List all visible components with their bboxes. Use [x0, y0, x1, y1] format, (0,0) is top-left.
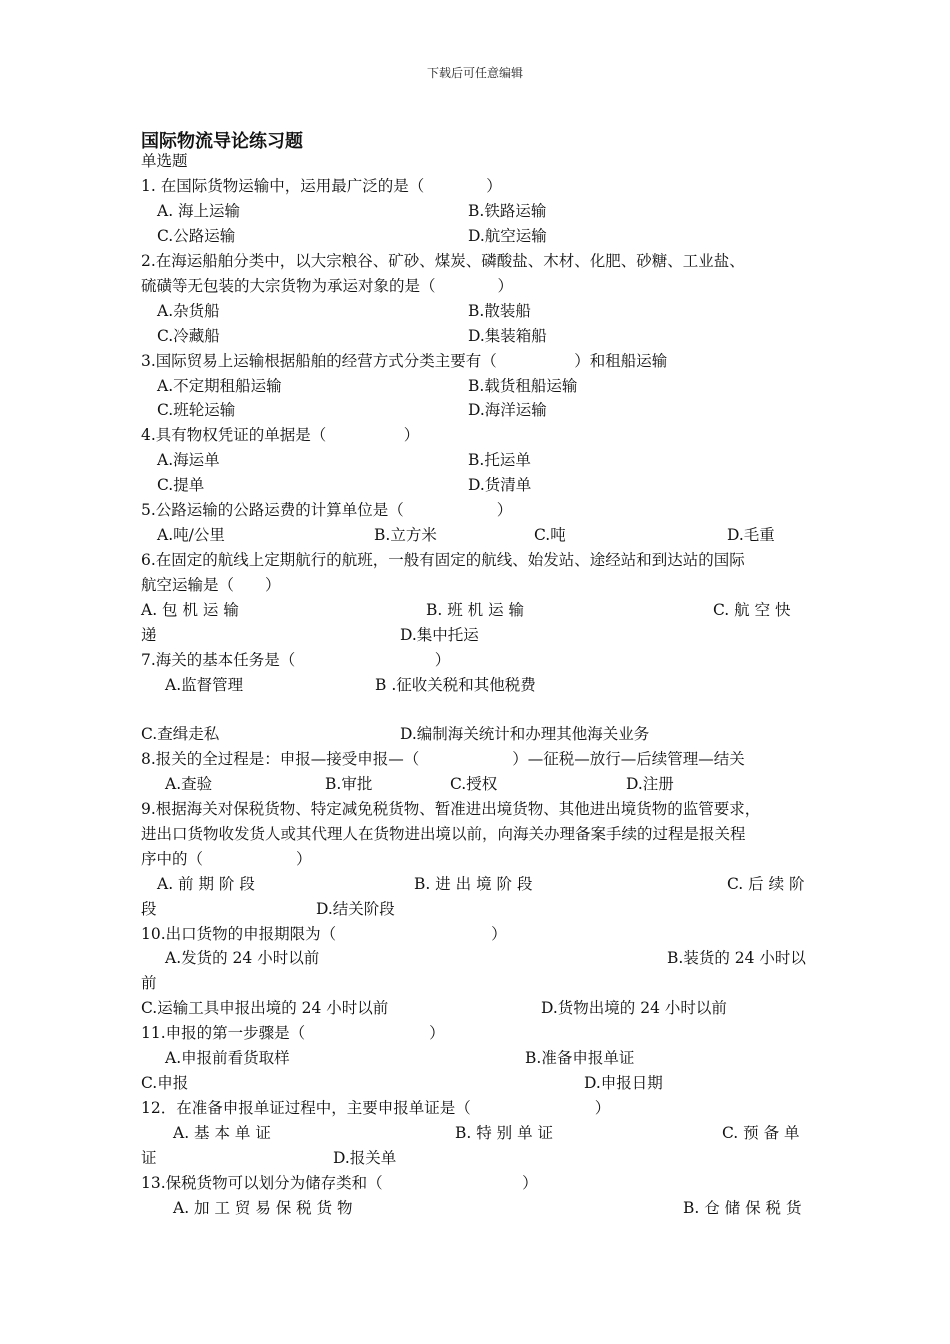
- q13-option-a: A. 加 工 贸 易 保 税 货 物: [173, 1199, 353, 1217]
- q3-option-d: D.海洋运输: [468, 401, 547, 419]
- q8-option-b: B.审批: [325, 775, 373, 793]
- q6-option-a: A. 包 机 运 输: [141, 601, 239, 619]
- q1-option-a: A. 海上运输: [157, 202, 241, 220]
- q9-option-c: C. 后 续 阶: [727, 875, 805, 893]
- q6-option-c: C. 航 空 快: [713, 601, 791, 619]
- q6-stem-line2: 航空运输是（ ）: [141, 576, 281, 594]
- q9-option-d: D.结关阶段: [316, 900, 395, 918]
- q12-option-c: C. 预 备 单: [722, 1124, 800, 1142]
- q9-option-a: A. 前 期 阶 段: [157, 875, 255, 893]
- q7-option-d: D.编制海关统计和办理其他海关业务: [400, 725, 650, 743]
- q3-option-a: A.不定期租船运输: [157, 377, 282, 395]
- q10-option-b-wrap: 前: [141, 974, 157, 992]
- q1-option-b: B.铁路运输: [468, 202, 547, 220]
- q12-option-a: A. 基 本 单 证: [173, 1124, 271, 1142]
- q1-option-d: D.航空运输: [468, 227, 547, 245]
- q4-option-b: B.托运单: [468, 451, 531, 469]
- q2-option-a: A.杂货船: [157, 302, 220, 320]
- q7-option-a: A.监督管理: [165, 676, 244, 694]
- q13-stem: 13.保税货物可以划分为储存类和（ ）: [141, 1174, 538, 1192]
- section-label: 单选题: [141, 152, 188, 170]
- q10-option-b: B.装货的 24 小时以: [667, 949, 806, 967]
- q4-option-d: D.货清单: [468, 476, 532, 494]
- q8-option-a: A.查验: [165, 775, 213, 793]
- q6-option-c-wrap: 递: [141, 626, 157, 644]
- q9-stem-line1: 9.根据海关对保税货物、特定减免税货物、暂准进出境货物、其他进出境货物的监管要求，: [141, 800, 761, 818]
- q11-option-c: C.申报: [141, 1074, 189, 1092]
- q10-option-c: C.运输工具申报出境的 24 小时以前: [141, 999, 389, 1017]
- q5-option-b: B.立方米: [374, 526, 437, 544]
- q1-stem: 1. 在国际货物运输中，运用最广泛的是（ ）: [141, 177, 502, 195]
- q5-option-d: D.毛重: [727, 526, 775, 544]
- q10-option-a: A.发货的 24 小时以前: [165, 949, 320, 967]
- q10-stem: 10.出口货物的申报期限为（ ）: [141, 925, 507, 943]
- q6-option-b: B. 班 机 运 输: [426, 601, 525, 619]
- q3-option-b: B.载货租船运输: [468, 377, 578, 395]
- q8-option-d: D.注册: [626, 775, 674, 793]
- q11-option-b: B.准备申报单证: [525, 1049, 635, 1067]
- q1-option-c: C.公路运输: [157, 227, 236, 245]
- q11-option-d: D.申报日期: [584, 1074, 663, 1092]
- q7-option-b: B .征收关税和其他税费: [375, 676, 536, 694]
- q3-stem: 3.国际贸易上运输根据船舶的经营方式分类主要有（ ）和租船运输: [141, 352, 668, 370]
- q9-stem-line3: 序中的（ ）: [141, 850, 312, 868]
- q8-stem: 8.报关的全过程是：申报—接受申报—（ ）—征税—放行—后续管理—结关: [141, 750, 745, 768]
- q6-stem-line1: 6.在固定的航线上定期航行的航班，一般有固定的航线、始发站、途经站和到达站的国际: [141, 551, 745, 569]
- q12-option-b: B. 特 别 单 证: [455, 1124, 554, 1142]
- q13-option-b: B. 仓 储 保 税 货: [683, 1199, 802, 1217]
- q3-option-c: C.班轮运输: [157, 401, 236, 419]
- page-title: 国际物流导论练习题: [141, 131, 303, 152]
- page-header: 下载后可任意编辑: [426, 66, 523, 80]
- q5-stem: 5.公路运输的公路运费的计算单位是（ ）: [141, 501, 513, 519]
- q5-option-a: A.吨/公里: [157, 526, 225, 544]
- q2-stem-line1: 2.在海运船舶分类中，以大宗粮谷、矿砂、煤炭、磷酸盐、木材、化肥、砂糖、工业盐、: [141, 252, 745, 270]
- q12-option-c-wrap: 证: [141, 1149, 157, 1167]
- q11-option-a: A.申报前看货取样: [165, 1049, 290, 1067]
- q11-stem: 11.申报的第一步骤是（ ）: [141, 1024, 445, 1042]
- q2-stem-line2: 硫磺等无包装的大宗货物为承运对象的是（ ）: [141, 277, 514, 295]
- q9-option-c-wrap: 段: [141, 900, 157, 918]
- q5-option-c: C.吨: [534, 526, 566, 544]
- q4-option-c: C.提单: [157, 476, 205, 494]
- q2-option-c: C.冷藏船: [157, 327, 220, 345]
- q4-option-a: A.海运单: [157, 451, 220, 469]
- q6-option-d: D.集中托运: [400, 626, 479, 644]
- q2-option-b: B.散装船: [468, 302, 531, 320]
- q7-stem: 7.海关的基本任务是（ ）: [141, 651, 451, 669]
- q7-option-c: C.查缉走私: [141, 725, 220, 743]
- q10-option-d: D.货物出境的 24 小时以前: [541, 999, 727, 1017]
- q9-stem-line2: 进出口货物收发货人或其代理人在货物进出境以前，向海关办理备案手续的过程是报关程: [141, 825, 746, 843]
- q9-option-b: B. 进 出 境 阶 段: [414, 875, 533, 893]
- q12-option-d: D.报关单: [333, 1149, 397, 1167]
- q2-option-d: D.集装箱船: [468, 327, 547, 345]
- q4-stem: 4.具有物权凭证的单据是（ ）: [141, 426, 420, 444]
- q8-option-c: C.授权: [450, 775, 498, 793]
- q12-stem: 12．在准备申报单证过程中，主要申报单证是（ ）: [141, 1099, 611, 1117]
